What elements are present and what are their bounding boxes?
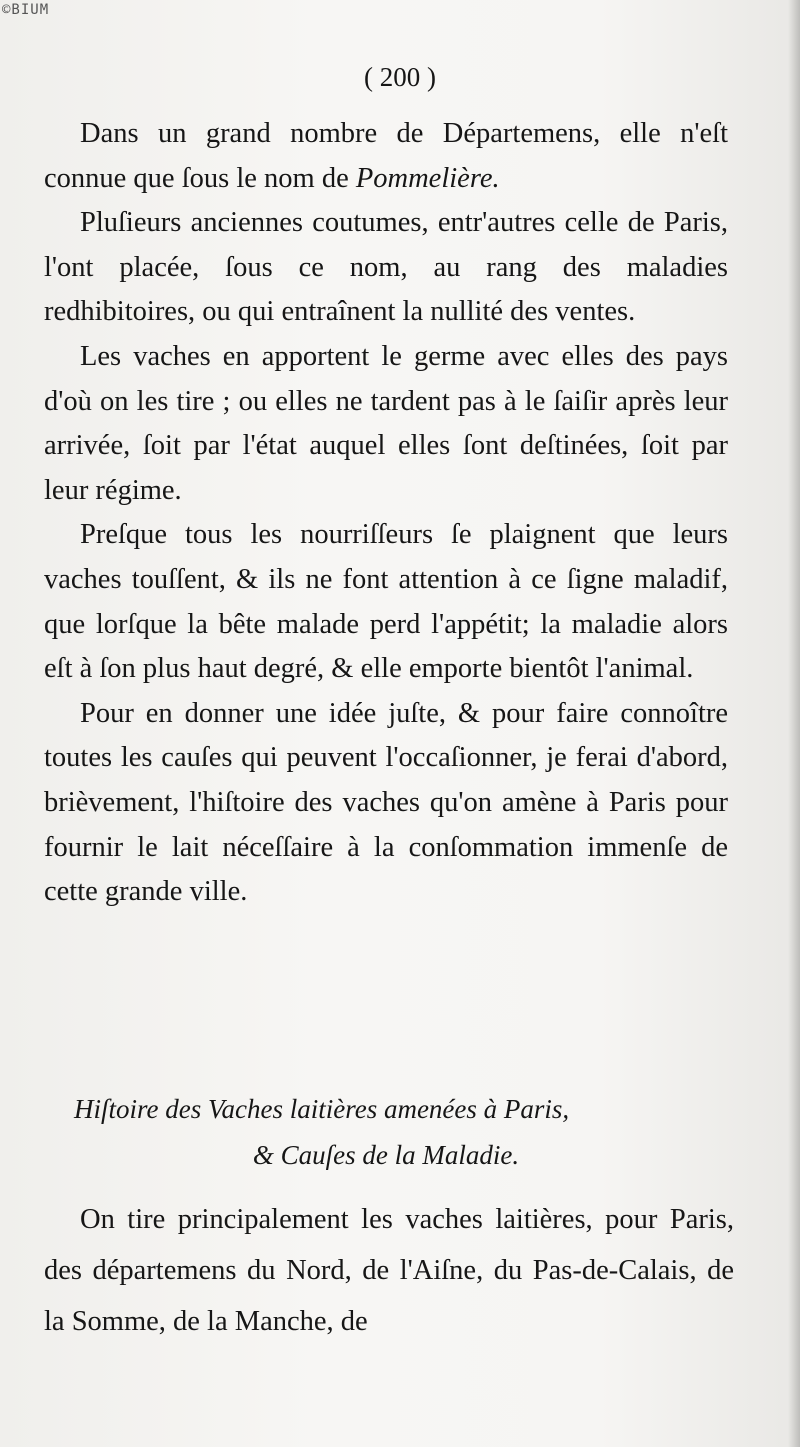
paragraph-4: Preſque tous les nourriſſeurs ſe plaignent que leurs vaches touſſent, & ils ne font attention à ce ſigne maladif, que lorſque la bête malade perd l'appétit; la maladie alors eſt à ſon plus haut degré, & elle emporte bientôt l'animal. (44, 519, 728, 685)
paragraph-6: On tire principalement les vaches laitières, pour Paris, des départemens du Nord, de l'Aiſne, du Pas-de-Calais, de la Somme, de la Manche, de (44, 1204, 734, 1337)
section-heading (44, 1086, 728, 1178)
paragraph-1-text: Dans un grand nombre de Départemens, elle n'eſt connue que ſous le nom de (44, 118, 728, 194)
term-pommeliere: Pommelière. (355, 162, 500, 194)
page-number: ( 200 ) (364, 62, 436, 92)
library-watermark: ©BIUM (2, 2, 50, 18)
paragraph-2: Pluſieurs anciennes coutumes, entr'autres celle de Paris, l'ont placée, ſous ce nom, au rang des maladies redhibitoires, ou qui entraînent la nullité des ventes. (44, 207, 728, 328)
paragraph-5: Pour en donner une idée juſte, & pour faire connoître toutes les cauſes qui peuvent l'occaſionner, je ferai d'abord, brièvement, l'hiſtoire des vaches qu'on amène à Paris pour fournir le lait néceſſaire à la conſommation immenſe de cette grande ville. (44, 697, 728, 908)
paragraph-3: Les vaches en apportent le germe avec elles des pays d'où on les tire ; ou elles ne tardent pas à le ſaiſir après leur arrivée, ſoit par l'état auquel elles ſont deſtinées, ſoit par leur régime. (44, 340, 728, 506)
main-text-block (44, 112, 728, 915)
final-text-block (44, 1194, 734, 1347)
section-heading-line-1: Hiſtoire des Vaches laitières amenées à Paris, (74, 1094, 570, 1124)
section-heading-line-2: & Cauſes de la Maladie. (252, 1140, 520, 1170)
paragraph-1 (44, 112, 728, 201)
page-edge-shadow (788, 0, 800, 1447)
